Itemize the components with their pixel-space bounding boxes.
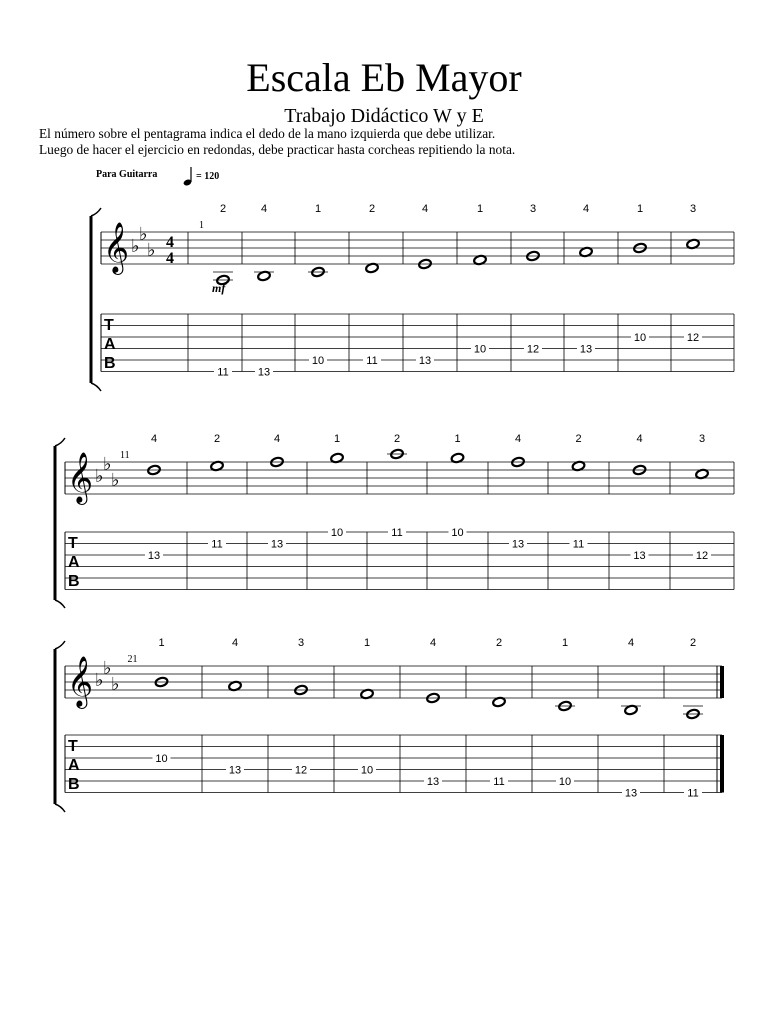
note xyxy=(153,637,171,765)
note xyxy=(684,203,702,344)
note xyxy=(490,637,508,788)
tab-fret-number: 13 xyxy=(426,776,440,788)
note xyxy=(145,433,163,562)
tab-fret-number: 13 xyxy=(147,550,161,562)
note xyxy=(555,637,575,788)
finger-number: 1 xyxy=(363,637,371,649)
finger-number: 4 xyxy=(514,433,522,445)
finger-number: 3 xyxy=(529,203,537,215)
bracket-top-hook xyxy=(91,208,101,216)
key-flat-icon: ♭ xyxy=(139,224,148,244)
tab-fret-number: 13 xyxy=(418,355,432,367)
note xyxy=(363,203,381,367)
note xyxy=(292,637,310,777)
tab-fret-number: 10 xyxy=(558,776,572,788)
tab-fret-number: 10 xyxy=(633,332,647,344)
instruction-line-1: El número sobre el pentagrama indica el dedo de la mano izquierda que debe utilizar. xyxy=(39,126,496,141)
finger-number: 1 xyxy=(561,637,569,649)
bracket-bottom-hook xyxy=(55,804,65,812)
finger-number: 3 xyxy=(689,203,697,215)
finger-number: 4 xyxy=(260,203,268,215)
key-flat-icon: ♭ xyxy=(95,466,104,486)
finger-number: 4 xyxy=(231,637,239,649)
treble-clef-icon: 𝄞 xyxy=(67,657,94,706)
tab-fret-number: 11 xyxy=(687,787,699,800)
tab-letter-b: B xyxy=(104,355,116,372)
note xyxy=(471,203,489,356)
finger-number: 1 xyxy=(314,203,322,215)
finger-number: 1 xyxy=(636,203,644,215)
finger-number: 2 xyxy=(575,433,582,445)
note xyxy=(416,203,434,367)
system-1 xyxy=(91,203,734,391)
tab-letter-t: T xyxy=(68,535,78,552)
bracket-top-hook xyxy=(55,438,65,446)
note xyxy=(524,203,542,356)
tab-fret-number: 11 xyxy=(572,538,585,551)
tab-letter-a: A xyxy=(104,336,116,353)
finger-number: 2 xyxy=(213,433,221,445)
tab-fret-number: 12 xyxy=(294,764,308,777)
finger-number: 3 xyxy=(297,637,305,649)
note xyxy=(254,203,274,379)
finger-number: 4 xyxy=(421,203,429,215)
tab-fret-number: 13 xyxy=(624,787,638,800)
finger-number: 4 xyxy=(636,433,643,445)
tab-fret-number: 13 xyxy=(579,343,593,356)
measure-number: 11 xyxy=(120,450,130,461)
instrument-label: Para Guitarra xyxy=(96,169,158,180)
key-flat-icon: ♭ xyxy=(131,236,140,256)
tab-letter-b: B xyxy=(68,776,80,793)
note xyxy=(226,637,244,777)
tab-fret-number: 11 xyxy=(391,527,403,539)
bracket-bottom-hook xyxy=(55,600,65,608)
finger-number: 1 xyxy=(476,203,484,215)
time-signature-top: 4 xyxy=(166,234,174,251)
tab-fret-number: 11 xyxy=(493,776,505,788)
finger-number: 4 xyxy=(150,433,158,445)
note xyxy=(570,433,588,551)
tab-letter-a: A xyxy=(68,554,80,571)
tab-fret-number: 10 xyxy=(311,355,325,367)
finger-number: 1 xyxy=(333,433,341,445)
note xyxy=(208,433,226,551)
note xyxy=(631,433,649,562)
measure-number: 21 xyxy=(127,654,138,665)
tab-fret-number: 11 xyxy=(366,355,378,367)
finger-number: 4 xyxy=(429,637,437,649)
note xyxy=(577,203,595,356)
bracket-top-hook xyxy=(55,641,65,649)
finger-number: 1 xyxy=(454,433,461,445)
tab-letter-t: T xyxy=(68,738,78,755)
note xyxy=(424,637,442,788)
key-flat-icon: ♭ xyxy=(95,670,104,690)
finger-number: 4 xyxy=(627,637,635,649)
page-title: Escala Eb Mayor xyxy=(246,55,522,100)
tab-fret-number: 11 xyxy=(217,366,229,379)
tab-fret-number: 10 xyxy=(473,343,487,356)
tab-fret-number: 12 xyxy=(695,550,709,562)
tab-letter-a: A xyxy=(68,757,80,774)
tab-fret-number: 11 xyxy=(211,538,223,551)
key-flat-icon: ♭ xyxy=(103,454,112,474)
time-signature-bottom: 4 xyxy=(166,250,174,267)
instruction-line-2: Luego de hacer el ejercicio en redondas, debe practicar hasta corcheas repitiendo la nota. xyxy=(39,142,516,157)
finger-number: 2 xyxy=(393,433,401,445)
tab-fret-number: 12 xyxy=(686,332,700,344)
note xyxy=(308,203,328,367)
tab-fret-number: 12 xyxy=(526,343,540,356)
tab-fret-number: 13 xyxy=(633,550,646,562)
finger-number: 2 xyxy=(219,203,227,215)
note xyxy=(509,433,527,551)
tempo-value: = 120 xyxy=(196,171,220,182)
note xyxy=(268,433,286,551)
finger-number: 4 xyxy=(273,433,281,445)
page-subtitle: Trabajo Didáctico W y E xyxy=(284,105,484,127)
note xyxy=(693,433,711,562)
tab-fret-number: 10 xyxy=(360,764,374,777)
finger-number: 2 xyxy=(495,637,503,649)
key-flat-icon: ♭ xyxy=(111,470,120,490)
finger-number: 2 xyxy=(368,203,376,215)
tab-fret-number: 13 xyxy=(228,764,242,777)
note xyxy=(621,637,641,800)
tab-letter-b: B xyxy=(68,573,80,590)
tab-fret-number: 13 xyxy=(270,538,284,551)
treble-clef-icon: 𝄞 xyxy=(103,223,130,272)
system-2 xyxy=(55,433,734,608)
tab-fret-number: 13 xyxy=(257,366,271,379)
key-flat-icon: ♭ xyxy=(103,658,112,678)
bracket-bottom-hook xyxy=(91,383,101,391)
finger-number: 2 xyxy=(689,637,697,649)
tab-fret-number: 10 xyxy=(155,753,168,765)
tab-fret-number: 10 xyxy=(330,527,344,539)
key-flat-icon: ♭ xyxy=(111,674,120,694)
note xyxy=(683,637,703,800)
treble-clef-icon: 𝄞 xyxy=(67,453,94,502)
tab-fret-number: 10 xyxy=(451,527,464,539)
finger-number: 1 xyxy=(158,637,165,649)
tab-letter-t: T xyxy=(104,317,114,334)
note xyxy=(358,637,376,777)
note xyxy=(631,203,649,344)
finger-number: 3 xyxy=(698,433,706,445)
finger-number: 4 xyxy=(582,203,590,215)
tab-fret-number: 13 xyxy=(511,538,525,551)
measure-number: 1 xyxy=(199,220,204,231)
dynamic-marking: mf xyxy=(212,281,226,295)
system-3 xyxy=(55,637,722,812)
key-flat-icon: ♭ xyxy=(147,240,156,260)
